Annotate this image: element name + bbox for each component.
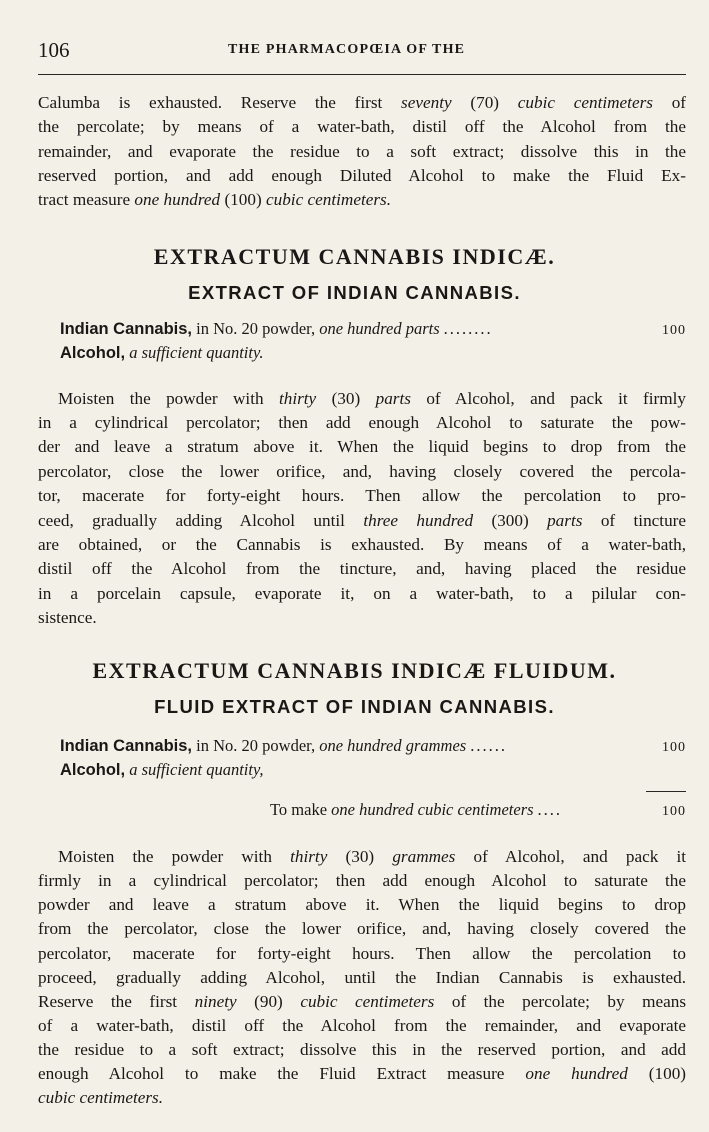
text-line: Reserve the first ninety (90) cubic centimeters of the percolate; by means — [38, 992, 687, 1011]
text-line: distil off the Alcohol from the tincture, and, having placed the residue — [38, 559, 686, 578]
text-line: Calumba is exhausted. Reserve the first seventy (70) cubic centimeters of — [38, 93, 687, 112]
to-make-qty: one hundred cubic centimeters — [331, 800, 534, 819]
text-line: from the percolator, close the lower orifice, and, having closely covered the — [38, 919, 686, 938]
text-line: Moisten the powder with thirty (30) parts of Alcohol, and pack it firmly — [58, 389, 686, 408]
section2-english-title: FLUID EXTRACT OF INDIAN CANNABIS. — [154, 696, 555, 717]
ingredient-qty: a sufficient quantity, — [129, 760, 264, 779]
text-line: powder and leave a stratum above it. When the liquid begins to drop — [38, 895, 686, 914]
running-title: THE PHARMACOPŒIA OF THE — [228, 42, 466, 57]
to-make-prefix: To make — [270, 800, 328, 819]
text-line: tor, macerate for forty-eight hours. Then allow the percolation to pro- — [38, 486, 686, 505]
text-line: percolator, close the lower orifice, and, having closely covered the percola- — [38, 462, 686, 481]
text-line: firmly in a cylindrical percolator; then add enough Alcohol to saturate the — [38, 871, 686, 890]
text-line: tract measure one hundred (100) cubic centimeters. — [38, 190, 392, 209]
ingredient-name: Alcohol, — [60, 761, 126, 779]
ingredient-qty: a sufficient quantity. — [129, 343, 264, 362]
leader-dots: ...... — [470, 736, 507, 755]
ingredient-row — [60, 759, 686, 781]
ingredient-row — [60, 735, 686, 759]
leader-dots: ........ — [443, 319, 493, 338]
ingredient-row — [60, 318, 686, 342]
text-line: cubic centimeters. — [38, 1088, 164, 1107]
to-make-amount: 100 — [662, 804, 686, 819]
text-line: der and leave a stratum above it. When the liquid begins to drop from the — [38, 437, 686, 456]
text-line: sistence. — [38, 608, 97, 627]
ingredient-qty: one hundred grammes — [319, 736, 467, 755]
text-line: Moisten the powder with thirty (30) grammes of Alcohol, and pack it — [58, 847, 687, 866]
text-line: reserved portion, and add enough Diluted Alcohol to make the Fluid Ex- — [38, 166, 686, 185]
section2-latin-title: EXTRACTUM CANNABIS INDICÆ FLUIDUM. — [92, 658, 617, 683]
sum-rule — [646, 791, 686, 792]
to-make-row — [270, 800, 686, 820]
leader-dots: .... — [537, 800, 563, 819]
ingredient-qty: one hundred parts — [319, 319, 440, 338]
ingredient-desc: in No. 20 powder, — [196, 736, 316, 755]
ingredient-amount: 100 — [662, 323, 686, 338]
ingredient-name: Alcohol, — [60, 344, 126, 362]
section1-english-title: EXTRACT OF INDIAN CANNABIS. — [188, 282, 521, 303]
text-line: the percolate; by means of a water-bath, distil off the Alcohol from the — [38, 117, 686, 136]
section1-latin-title: EXTRACTUM CANNABIS INDICÆ. — [153, 244, 556, 269]
text-line: ceed, gradually adding Alcohol until three hundred (300) parts of tincture — [38, 511, 687, 530]
header-rule — [38, 74, 686, 75]
text-line: of a water-bath, distil off the Alcohol from the remainder, and evaporate — [38, 1016, 686, 1035]
text-line: are obtained, or the Cannabis is exhausted. By means of a water-bath, — [38, 535, 686, 554]
text-line: enough Alcohol to make the Fluid Extract measure one hundred (100) — [38, 1064, 687, 1083]
text-line: in a porcelain capsule, evaporate it, on a water-bath, to a pilular con- — [38, 584, 686, 603]
text-line: remainder, and evaporate the residue to a soft extract; dissolve this in the — [38, 142, 686, 161]
ingredient-name: Indian Cannabis, — [60, 320, 193, 338]
text-line: in a cylindrical percolator; then add enough Alcohol to saturate the pow- — [38, 413, 686, 432]
ingredient-desc: in No. 20 powder, — [196, 319, 316, 338]
page-number: 106 — [38, 38, 70, 62]
ingredient-amount: 100 — [662, 740, 686, 755]
ingredient-row — [60, 342, 686, 364]
text-line: percolator, macerate for forty-eight hours. Then allow the percolation to — [38, 944, 686, 963]
ingredient-name: Indian Cannabis, — [60, 737, 193, 755]
text-line: proceed, gradually adding Alcohol, until the Indian Cannabis is exhausted. — [38, 968, 686, 987]
page-header — [38, 38, 686, 68]
text-line: the residue to a soft extract; dissolve this in the reserved portion, and add — [38, 1040, 686, 1059]
